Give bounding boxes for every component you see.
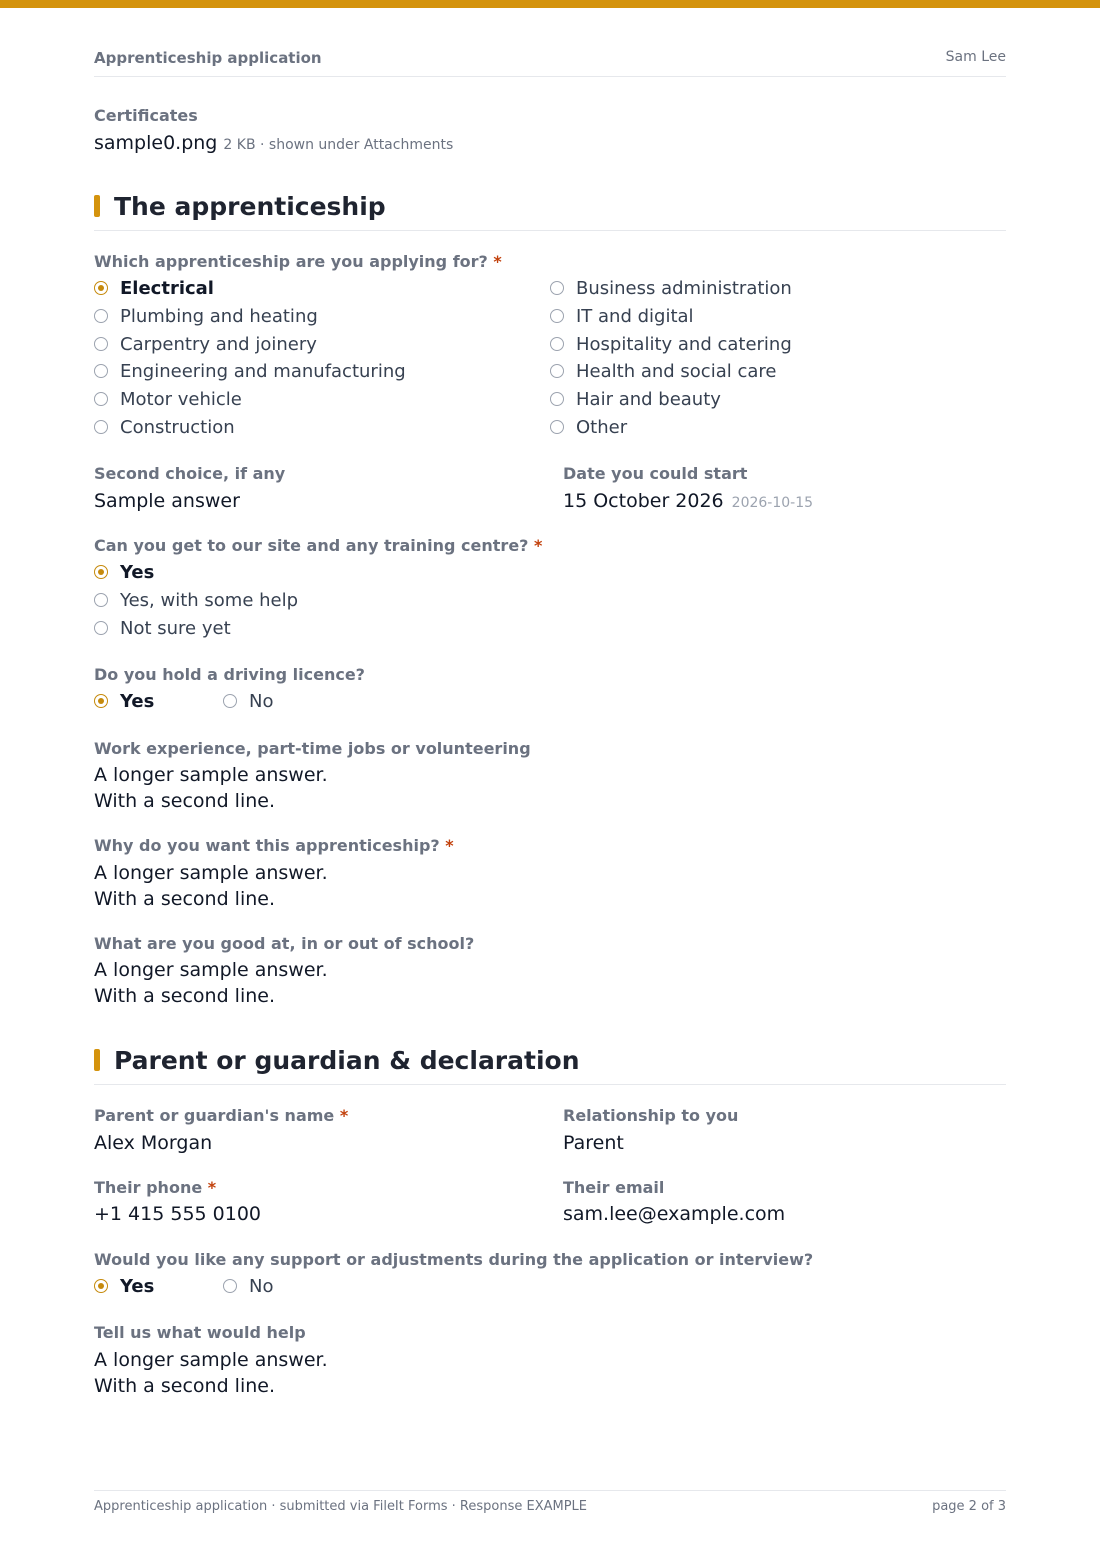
option-label: No	[249, 1275, 274, 1297]
option-label: Hospitality and catering	[576, 333, 792, 355]
option-engineering[interactable]	[94, 359, 406, 383]
option-label: Hair and beauty	[576, 388, 721, 410]
licence-option-no[interactable]	[223, 689, 273, 713]
certificates-label: Certificates	[94, 106, 198, 125]
apprenticeship-question	[94, 252, 502, 271]
required-marker: *	[534, 536, 543, 555]
phone-label	[94, 1178, 216, 1197]
phone-value: +1 415 555 0100	[94, 1203, 262, 1225]
travel-option-help[interactable]	[94, 588, 298, 612]
radio-icon	[223, 1279, 237, 1293]
work-experience-value: A longer sample answer. With a second line.	[94, 764, 328, 812]
email-value: sam.lee@example.com	[563, 1203, 786, 1225]
required-marker: *	[339, 1106, 349, 1125]
option-health-care[interactable]	[550, 359, 776, 383]
work-experience-label: Work experience, part-time jobs or volunteering	[94, 739, 531, 758]
radio-icon	[94, 337, 108, 351]
option-it-digital[interactable]	[550, 304, 694, 328]
radio-icon	[94, 1279, 108, 1293]
option-label: No	[249, 690, 274, 712]
radio-icon	[550, 364, 564, 378]
required-marker: *	[207, 1178, 217, 1197]
radio-icon	[550, 392, 564, 406]
option-label: Health and social care	[576, 360, 777, 382]
option-label: Business administration	[576, 277, 792, 299]
why-value: A longer sample answer. With a second line.	[94, 862, 328, 910]
option-electrical[interactable]	[94, 276, 214, 300]
option-other[interactable]	[550, 415, 627, 439]
travel-question	[94, 536, 542, 555]
option-label: Yes	[120, 690, 155, 712]
option-label: IT and digital	[576, 305, 694, 327]
option-motor-vehicle[interactable]	[94, 387, 242, 411]
page-footer	[94, 1490, 1006, 1521]
radio-icon	[94, 593, 108, 607]
why-question	[94, 836, 454, 855]
section-accent-bar	[94, 1049, 100, 1071]
question-text: Can you get to our site and any training centre?	[94, 536, 529, 555]
start-date-value	[563, 488, 813, 516]
file-meta: 2 KB · shown under Attachments	[223, 137, 454, 153]
certificates-file	[94, 130, 453, 158]
respondent-name: Sam Lee	[945, 49, 1006, 65]
option-label: Other	[576, 416, 628, 438]
option-label: Carpentry and joinery	[120, 333, 317, 355]
top-accent-bar	[0, 0, 1100, 8]
section-title: Parent or guardian & declaration	[114, 1046, 580, 1075]
travel-option-not-sure[interactable]	[94, 616, 231, 640]
required-marker: *	[445, 836, 454, 855]
option-label: Construction	[120, 416, 235, 438]
guardian-name-value: Alex Morgan	[94, 1132, 213, 1154]
radio-icon	[550, 337, 564, 351]
form-title: Apprenticeship application	[94, 49, 322, 67]
option-construction[interactable]	[94, 415, 235, 439]
second-choice-label: Second choice, if any	[94, 464, 286, 483]
email-label: Their email	[563, 1178, 665, 1197]
question-text: Why do you want this apprenticeship?	[94, 836, 440, 855]
section-accent-bar	[94, 195, 100, 217]
option-hair-beauty[interactable]	[550, 387, 721, 411]
option-label: Plumbing and heating	[120, 305, 318, 327]
option-business-admin[interactable]	[550, 276, 792, 300]
support-option-yes[interactable]	[94, 1274, 154, 1298]
option-label: Yes	[120, 1275, 155, 1297]
support-question: Would you like any support or adjustments during the application or interview?	[94, 1250, 814, 1269]
guardian-name-label	[94, 1106, 348, 1125]
option-label: Engineering and manufacturing	[120, 360, 406, 382]
radio-icon	[94, 281, 108, 295]
travel-option-yes[interactable]	[94, 560, 154, 584]
start-date-label: Date you could start	[563, 464, 748, 483]
radio-icon	[94, 565, 108, 579]
section-title: The apprenticeship	[114, 192, 386, 221]
option-label: Motor vehicle	[120, 388, 242, 410]
good-at-label: What are you good at, in or out of school?	[94, 934, 475, 953]
relationship-label: Relationship to you	[563, 1106, 739, 1125]
radio-icon	[550, 420, 564, 434]
question-text: Which apprenticeship are you applying for?	[94, 252, 488, 271]
radio-icon	[223, 694, 237, 708]
help-label: Tell us what would help	[94, 1323, 306, 1342]
footer-info: Apprenticeship application · submitted via FileIt Forms · Response EXAMPLE	[94, 1499, 588, 1514]
question-text: Their phone	[94, 1178, 203, 1197]
option-carpentry[interactable]	[94, 332, 317, 356]
radio-icon	[94, 694, 108, 708]
support-option-no[interactable]	[223, 1274, 273, 1298]
file-name-link[interactable]: sample0.png	[94, 132, 218, 154]
radio-icon	[94, 392, 108, 406]
option-plumbing[interactable]	[94, 304, 318, 328]
radio-icon	[550, 309, 564, 323]
radio-icon	[94, 420, 108, 434]
option-label: Electrical	[120, 277, 214, 299]
radio-icon	[94, 621, 108, 635]
page-number: page 2 of 3	[932, 1499, 1006, 1514]
option-label: Yes	[120, 561, 155, 583]
radio-icon	[94, 364, 108, 378]
licence-option-yes[interactable]	[94, 689, 154, 713]
second-choice-value: Sample answer	[94, 490, 240, 512]
relationship-value: Parent	[563, 1132, 624, 1154]
page-header	[94, 49, 1006, 77]
licence-question: Do you hold a driving licence?	[94, 665, 365, 684]
radio-icon	[550, 281, 564, 295]
required-marker: *	[493, 252, 502, 271]
good-at-value: A longer sample answer. With a second line.	[94, 959, 328, 1007]
help-value: A longer sample answer. With a second line.	[94, 1349, 328, 1397]
section-header-apprenticeship	[94, 192, 1006, 231]
section-header-guardian	[94, 1046, 1006, 1085]
radio-icon	[94, 309, 108, 323]
start-date-iso: 2026-10-15	[731, 495, 814, 511]
question-text: Parent or guardian's name	[94, 1106, 335, 1125]
option-hospitality[interactable]	[550, 332, 792, 356]
option-label: Yes, with some help	[120, 589, 299, 611]
start-date-text: 15 October 2026	[563, 490, 724, 512]
option-label: Not sure yet	[120, 617, 231, 639]
